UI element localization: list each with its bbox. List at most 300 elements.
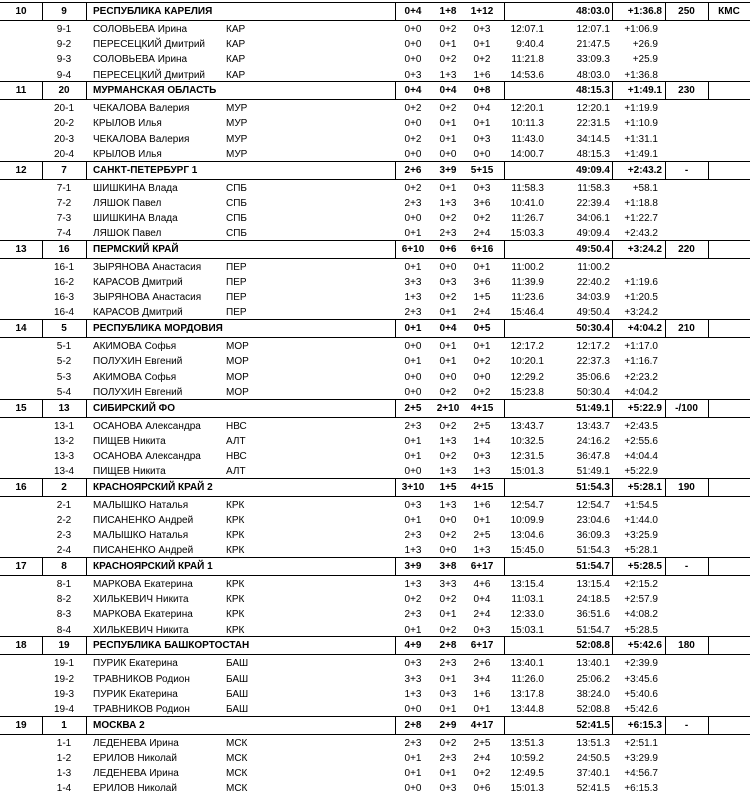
member-penalty-prone: 1+3 xyxy=(404,688,422,700)
member-row xyxy=(0,780,750,795)
member-penalty-standing: 0+0 xyxy=(439,545,457,557)
member-behind: +58.1 xyxy=(632,182,658,194)
team-place: 19 xyxy=(15,719,27,731)
member-region: МСК xyxy=(226,752,248,764)
member-penalty-standing: 1+3 xyxy=(439,466,457,478)
member-row xyxy=(0,622,750,637)
member-leg-time: 10:11.3 xyxy=(511,118,544,130)
member-name: ОСАНОВА Александра xyxy=(93,420,201,432)
team-behind: +4:04.2 xyxy=(627,323,662,335)
member-leg-time: 14:00.7 xyxy=(510,148,544,160)
team-block xyxy=(0,161,750,241)
team-penalty-total: 4+17 xyxy=(470,719,494,731)
member-behind: +5:28.5 xyxy=(624,624,658,636)
column-divider xyxy=(708,479,709,496)
member-penalty-standing: 0+1 xyxy=(439,39,457,51)
member-region: КРК xyxy=(226,624,245,636)
member-leg-id: 8-4 xyxy=(56,624,72,636)
team-bib: 9 xyxy=(61,6,67,17)
member-leg-id: 5-1 xyxy=(56,341,72,353)
member-penalty-total: 0+3 xyxy=(473,133,491,145)
member-penalty-prone: 0+3 xyxy=(404,69,422,81)
team-penalty-total: 0+8 xyxy=(473,85,491,97)
member-behind: +4:08.2 xyxy=(624,609,658,621)
member-penalty-total: 2+4 xyxy=(473,609,491,621)
member-penalty-total: 1+3 xyxy=(473,466,491,478)
member-penalty-standing: 0+1 xyxy=(439,673,457,685)
team-name: МУРМАНСКАЯ ОБЛАСТЬ xyxy=(93,85,217,97)
member-penalty-prone: 0+2 xyxy=(404,182,422,194)
member-leg-time: 11:21.8 xyxy=(511,54,544,66)
member-cumulative-time: 49:09.4 xyxy=(576,228,610,240)
team-penalty-prone: 2+8 xyxy=(404,719,422,731)
member-cumulative-time: 48:15.3 xyxy=(576,148,610,160)
member-behind: +2:55.6 xyxy=(624,435,658,447)
member-row xyxy=(0,195,750,210)
team-points: - xyxy=(684,719,689,731)
member-row xyxy=(0,765,750,780)
member-row xyxy=(0,36,750,51)
member-region: БАШ xyxy=(226,658,249,670)
member-penalty-prone: 0+0 xyxy=(404,466,422,478)
column-divider xyxy=(86,241,87,258)
member-behind: +1:16.7 xyxy=(624,356,658,368)
member-penalty-total: 0+1 xyxy=(473,261,491,273)
team-behind: +5:28.5 xyxy=(627,561,662,573)
member-name: МАЛЫШКО Наталья xyxy=(93,530,189,542)
member-leg-time: 12:49.5 xyxy=(510,768,544,780)
member-cumulative-time: 22:39.4 xyxy=(576,197,610,209)
member-penalty-total: 0+2 xyxy=(473,386,491,398)
member-region: СПБ xyxy=(226,228,247,240)
member-leg-id: 16-4 xyxy=(53,307,74,319)
member-leg-time: 11:00.2 xyxy=(511,261,544,273)
member-penalty-prone: 0+0 xyxy=(404,148,422,160)
member-name: ПИСАНЕНКО Андрей xyxy=(93,514,194,526)
member-penalty-prone: 2+3 xyxy=(404,609,422,621)
team-penalty-prone: 0+4 xyxy=(404,6,422,17)
member-leg-id: 8-1 xyxy=(56,579,72,591)
member-penalty-prone: 0+1 xyxy=(404,514,422,526)
column-divider xyxy=(708,717,709,734)
member-row xyxy=(0,750,750,765)
member-leg-id: 19-3 xyxy=(53,688,74,700)
member-name: ЛЯШОК Павел xyxy=(93,197,162,209)
member-behind: +1:36.8 xyxy=(624,69,658,81)
member-leg-id: 1-2 xyxy=(56,752,72,764)
member-behind: +26.9 xyxy=(632,39,658,51)
member-name: ШИШКИНА Влада xyxy=(93,182,178,194)
member-row xyxy=(0,210,750,225)
team-block xyxy=(0,319,750,399)
member-penalty-standing: 0+1 xyxy=(439,356,457,368)
column-divider xyxy=(504,162,505,179)
column-divider xyxy=(504,3,505,20)
team-name: КРАСНОЯРСКИЙ КРАЙ 2 xyxy=(93,481,213,493)
member-leg-time: 15:03.3 xyxy=(510,228,544,240)
member-name: МАЛЫШКО Наталья xyxy=(93,499,189,511)
member-name: ЕРИЛОВ Николай xyxy=(93,752,177,764)
member-region: БАШ xyxy=(226,673,249,685)
team-penalty-standing: 3+8 xyxy=(439,561,457,573)
member-behind: +5:28.1 xyxy=(624,545,658,557)
member-leg-id: 20-3 xyxy=(53,133,74,145)
member-penalty-standing: 0+0 xyxy=(439,261,457,273)
column-divider xyxy=(86,320,87,337)
member-penalty-total: 0+2 xyxy=(473,768,491,780)
member-leg-time: 13:40.1 xyxy=(510,658,544,670)
member-name: ЧЕКАЛОВА Валерия xyxy=(93,103,190,115)
member-row xyxy=(0,180,750,195)
member-behind: +1:18.8 xyxy=(624,197,658,209)
member-penalty-total: 0+3 xyxy=(473,450,491,462)
member-penalty-standing: 0+3 xyxy=(439,277,457,289)
member-penalty-prone: 1+3 xyxy=(404,545,422,557)
member-penalty-prone: 2+3 xyxy=(404,420,422,432)
member-region: МСК xyxy=(226,783,248,795)
member-penalty-total: 0+2 xyxy=(473,54,491,66)
member-cumulative-time: 51:49.1 xyxy=(576,466,610,478)
member-cumulative-time: 24:16.2 xyxy=(576,435,610,447)
member-leg-id: 1-4 xyxy=(56,783,72,795)
member-row xyxy=(0,21,750,36)
member-row xyxy=(0,686,750,701)
member-behind: +2:51.1 xyxy=(624,737,658,749)
member-cumulative-time: 48:03.0 xyxy=(576,69,610,81)
team-penalty-total: 6+17 xyxy=(470,561,494,573)
member-name: ПОЛУХИН Евгений xyxy=(93,386,183,398)
member-penalty-total: 3+6 xyxy=(473,277,491,289)
column-divider xyxy=(504,717,505,734)
member-region: АЛТ xyxy=(226,435,246,447)
member-leg-id: 5-2 xyxy=(56,356,72,368)
team-penalty-total: 0+5 xyxy=(473,323,491,335)
member-penalty-total: 4+6 xyxy=(473,579,491,591)
member-penalty-prone: 0+1 xyxy=(404,228,422,240)
column-divider xyxy=(42,162,43,179)
team-bib: 2 xyxy=(61,481,67,493)
member-behind: +2:43.5 xyxy=(624,420,658,432)
member-penalty-total: 1+4 xyxy=(473,435,491,447)
member-behind: +2:39.9 xyxy=(624,658,658,670)
member-row xyxy=(0,512,750,527)
member-row xyxy=(0,735,750,750)
team-block xyxy=(0,636,750,716)
team-behind: +1:49.1 xyxy=(627,85,662,97)
member-cumulative-time: 52:08.8 xyxy=(576,703,610,715)
member-penalty-prone: 0+3 xyxy=(404,658,422,670)
member-region: МУР xyxy=(226,133,248,145)
member-penalty-standing: 0+1 xyxy=(439,768,457,780)
member-name: ЛЕДЕНЕВА Ирина xyxy=(93,737,179,749)
member-name: ПИСАНЕНКО Андрей xyxy=(93,545,194,557)
team-penalty-total: 1+12 xyxy=(470,6,494,17)
member-region: АЛТ xyxy=(226,466,246,478)
team-bib: 13 xyxy=(58,402,70,414)
member-penalty-prone: 0+1 xyxy=(404,624,422,636)
team-bib: 1 xyxy=(61,719,67,731)
member-cumulative-time: 24:50.5 xyxy=(576,752,610,764)
member-penalty-standing: 0+2 xyxy=(439,292,457,304)
member-penalty-prone: 0+0 xyxy=(404,54,422,66)
team-header-row xyxy=(0,716,750,735)
team-penalty-prone: 2+5 xyxy=(404,402,422,414)
member-cumulative-time: 22:31.5 xyxy=(576,118,610,130)
member-row xyxy=(0,701,750,716)
member-penalty-prone: 0+0 xyxy=(404,118,422,130)
member-leg-time: 10:32.5 xyxy=(510,435,544,447)
team-penalty-prone: 0+4 xyxy=(404,85,422,97)
member-leg-id: 13-4 xyxy=(53,466,74,478)
member-row xyxy=(0,655,750,670)
team-header-row xyxy=(0,161,750,180)
member-penalty-prone: 2+3 xyxy=(404,737,422,749)
member-leg-id: 16-3 xyxy=(53,292,74,304)
team-block xyxy=(0,478,750,558)
member-cumulative-time: 36:51.6 xyxy=(576,609,610,621)
member-region: КРК xyxy=(226,545,245,557)
member-behind: +4:04.2 xyxy=(624,386,658,398)
member-penalty-prone: 2+3 xyxy=(404,530,422,542)
member-name: КАРАСОВ Дмитрий xyxy=(93,307,183,319)
member-row xyxy=(0,274,750,289)
member-behind: +1:10.9 xyxy=(624,118,658,130)
member-behind: +6:15.3 xyxy=(624,783,658,795)
member-row xyxy=(0,433,750,448)
team-time: 48:03.0 xyxy=(576,6,610,17)
column-divider xyxy=(86,400,87,417)
column-divider xyxy=(42,320,43,337)
member-penalty-prone: 1+3 xyxy=(404,292,422,304)
team-penalty-standing: 1+8 xyxy=(439,6,457,17)
member-cumulative-time: 13:51.3 xyxy=(576,737,610,749)
member-leg-id: 5-3 xyxy=(56,371,72,383)
member-penalty-prone: 0+2 xyxy=(404,594,422,606)
member-behind: +3:25.9 xyxy=(624,530,658,542)
member-leg-time: 12:54.7 xyxy=(510,499,544,511)
member-region: ПЕР xyxy=(226,277,247,289)
member-row xyxy=(0,51,750,66)
team-time: 51:54.3 xyxy=(576,481,610,493)
member-leg-id: 13-2 xyxy=(53,435,74,447)
member-region: МУР xyxy=(226,148,248,160)
member-behind: +5:40.6 xyxy=(624,688,658,700)
member-penalty-standing: 0+1 xyxy=(439,703,457,715)
member-penalty-standing: 0+2 xyxy=(439,24,457,35)
member-name: ЛЯШОК Павел xyxy=(93,228,162,240)
team-penalty-total: 4+15 xyxy=(470,402,494,414)
member-behind: +5:42.6 xyxy=(624,703,658,715)
column-divider xyxy=(86,479,87,496)
member-leg-id: 5-4 xyxy=(56,386,72,398)
member-penalty-total: 2+6 xyxy=(473,658,491,670)
member-penalty-total: 0+1 xyxy=(473,703,491,715)
member-leg-time: 10:20.1 xyxy=(510,356,544,368)
member-penalty-prone: 0+0 xyxy=(404,386,422,398)
member-penalty-prone: 0+1 xyxy=(404,450,422,462)
member-penalty-total: 0+1 xyxy=(473,514,491,526)
column-divider xyxy=(708,241,709,258)
member-penalty-prone: 0+1 xyxy=(404,435,422,447)
column-divider xyxy=(708,320,709,337)
member-leg-time: 11:03.1 xyxy=(511,594,544,606)
member-penalty-standing: 1+3 xyxy=(439,435,457,447)
member-name: АКИМОВА Софья xyxy=(93,341,177,353)
member-region: СПБ xyxy=(226,212,247,224)
team-penalty-total: 6+17 xyxy=(470,640,494,652)
member-penalty-prone: 0+1 xyxy=(404,356,422,368)
column-divider xyxy=(708,82,709,99)
column-divider xyxy=(708,558,709,575)
member-penalty-standing: 0+2 xyxy=(439,450,457,462)
column-divider xyxy=(504,558,505,575)
member-name: ПУРИК Екатерина xyxy=(93,658,178,670)
member-row xyxy=(0,418,750,433)
column-divider xyxy=(504,82,505,99)
member-leg-id: 9-4 xyxy=(56,69,72,81)
team-behind: +3:24.2 xyxy=(627,243,662,255)
member-leg-time: 11:58.3 xyxy=(511,182,544,194)
team-bib: 20 xyxy=(58,85,70,97)
member-region: НВС xyxy=(226,420,247,432)
member-name: ЛЕДЕНЕВА Ирина xyxy=(93,768,179,780)
member-penalty-prone: 3+3 xyxy=(404,673,422,685)
member-penalty-standing: 0+1 xyxy=(439,133,457,145)
member-name: КРЫЛОВ Илья xyxy=(93,118,162,130)
member-penalty-prone: 0+1 xyxy=(404,261,422,273)
member-cumulative-time: 34:14.5 xyxy=(576,133,610,145)
member-penalty-prone: 0+1 xyxy=(404,752,422,764)
member-penalty-standing: 0+1 xyxy=(439,182,457,194)
member-penalty-prone: 0+0 xyxy=(404,212,422,224)
member-row xyxy=(0,606,750,621)
team-behind: +5:22.9 xyxy=(627,402,662,414)
member-penalty-prone: 2+3 xyxy=(404,197,422,209)
member-penalty-prone: 0+0 xyxy=(404,39,422,51)
team-header-row xyxy=(0,399,750,418)
team-block xyxy=(0,81,750,161)
member-leg-id: 20-2 xyxy=(53,118,74,130)
member-penalty-total: 2+4 xyxy=(473,752,491,764)
member-name: МАРКОВА Екатерина xyxy=(93,609,193,621)
member-penalty-total: 0+4 xyxy=(473,594,491,606)
member-behind: +1:54.5 xyxy=(624,499,658,511)
member-leg-time: 13:17.8 xyxy=(510,688,544,700)
member-penalty-prone: 3+3 xyxy=(404,277,422,289)
team-penalty-standing: 0+4 xyxy=(439,323,457,335)
member-cumulative-time: 25:06.2 xyxy=(576,673,610,685)
member-penalty-standing: 3+3 xyxy=(439,579,457,591)
member-leg-id: 1-1 xyxy=(56,737,72,749)
member-penalty-standing: 2+3 xyxy=(439,228,457,240)
member-behind: +1:20.5 xyxy=(624,292,658,304)
team-block xyxy=(0,557,750,637)
team-header-row xyxy=(0,2,750,21)
member-leg-time: 13:44.8 xyxy=(510,703,544,715)
column-divider xyxy=(708,637,709,654)
member-penalty-total: 1+3 xyxy=(473,545,491,557)
member-behind: +1:49.1 xyxy=(624,148,658,160)
member-row xyxy=(0,369,750,384)
member-cumulative-time: 22:40.2 xyxy=(576,277,610,289)
member-name: ХИЛЬКЕВИЧ Никита xyxy=(93,594,189,606)
member-region: КРК xyxy=(226,514,245,526)
team-place: 15 xyxy=(15,402,27,414)
member-leg-time: 11:26.7 xyxy=(511,212,544,224)
column-divider xyxy=(42,717,43,734)
team-penalty-total: 4+15 xyxy=(470,481,494,493)
member-region: КАР xyxy=(226,24,246,35)
member-leg-time: 11:23.6 xyxy=(511,292,544,304)
team-header-row xyxy=(0,81,750,100)
team-name: МОСКВА 2 xyxy=(93,719,145,731)
team-place: 14 xyxy=(15,323,27,335)
member-cumulative-time: 23:04.6 xyxy=(576,514,610,526)
member-cumulative-time: 36:47.8 xyxy=(576,450,610,462)
member-behind: +4:04.4 xyxy=(624,450,658,462)
member-penalty-total: 1+6 xyxy=(473,499,491,511)
member-leg-id: 13-1 xyxy=(53,420,74,432)
team-penalty-prone: 2+6 xyxy=(404,164,422,176)
member-cumulative-time: 12:54.7 xyxy=(576,499,610,511)
member-behind: +5:22.9 xyxy=(624,466,658,478)
member-penalty-total: 2+4 xyxy=(473,228,491,240)
team-header-row xyxy=(0,319,750,338)
member-penalty-standing: 0+2 xyxy=(439,386,457,398)
team-penalty-prone: 3+9 xyxy=(404,561,422,573)
member-penalty-standing: 2+3 xyxy=(439,658,457,670)
member-leg-time: 11:39.9 xyxy=(511,277,544,289)
column-divider xyxy=(86,637,87,654)
member-region: КРК xyxy=(226,594,245,606)
member-behind: +1:31.1 xyxy=(624,133,658,145)
column-divider xyxy=(504,320,505,337)
team-penalty-prone: 6+10 xyxy=(401,243,425,255)
member-leg-id: 2-3 xyxy=(56,530,72,542)
member-penalty-standing: 0+2 xyxy=(439,420,457,432)
team-points: -/100 xyxy=(675,402,698,414)
member-row xyxy=(0,576,750,591)
member-penalty-total: 0+4 xyxy=(473,103,491,115)
member-name: КРЫЛОВ Илья xyxy=(93,148,162,160)
member-leg-time: 10:59.2 xyxy=(510,752,544,764)
member-row xyxy=(0,131,750,146)
member-leg-id: 2-4 xyxy=(56,545,72,557)
team-time: 49:50.4 xyxy=(576,243,610,255)
member-penalty-prone: 0+2 xyxy=(404,133,422,145)
member-penalty-total: 0+1 xyxy=(473,118,491,130)
member-region: БАШ xyxy=(226,688,249,700)
member-row xyxy=(0,338,750,353)
member-name: ПОЛУХИН Евгений xyxy=(93,356,183,368)
member-penalty-total: 0+3 xyxy=(473,182,491,194)
member-row xyxy=(0,448,750,463)
member-row xyxy=(0,671,750,686)
column-divider xyxy=(42,558,43,575)
member-region: МОР xyxy=(226,341,249,353)
team-time: 52:41.5 xyxy=(576,719,610,731)
team-behind: +1:36.8 xyxy=(627,6,662,17)
member-leg-time: 13:51.3 xyxy=(510,737,544,749)
member-leg-time: 12:29.2 xyxy=(510,371,544,383)
member-cumulative-time: 35:06.6 xyxy=(576,371,610,383)
member-region: НВС xyxy=(226,450,247,462)
member-leg-time: 13:43.7 xyxy=(510,420,544,432)
member-penalty-standing: 0+1 xyxy=(439,341,457,353)
column-divider xyxy=(504,637,505,654)
member-penalty-total: 2+4 xyxy=(473,307,491,319)
member-penalty-total: 0+2 xyxy=(473,212,491,224)
